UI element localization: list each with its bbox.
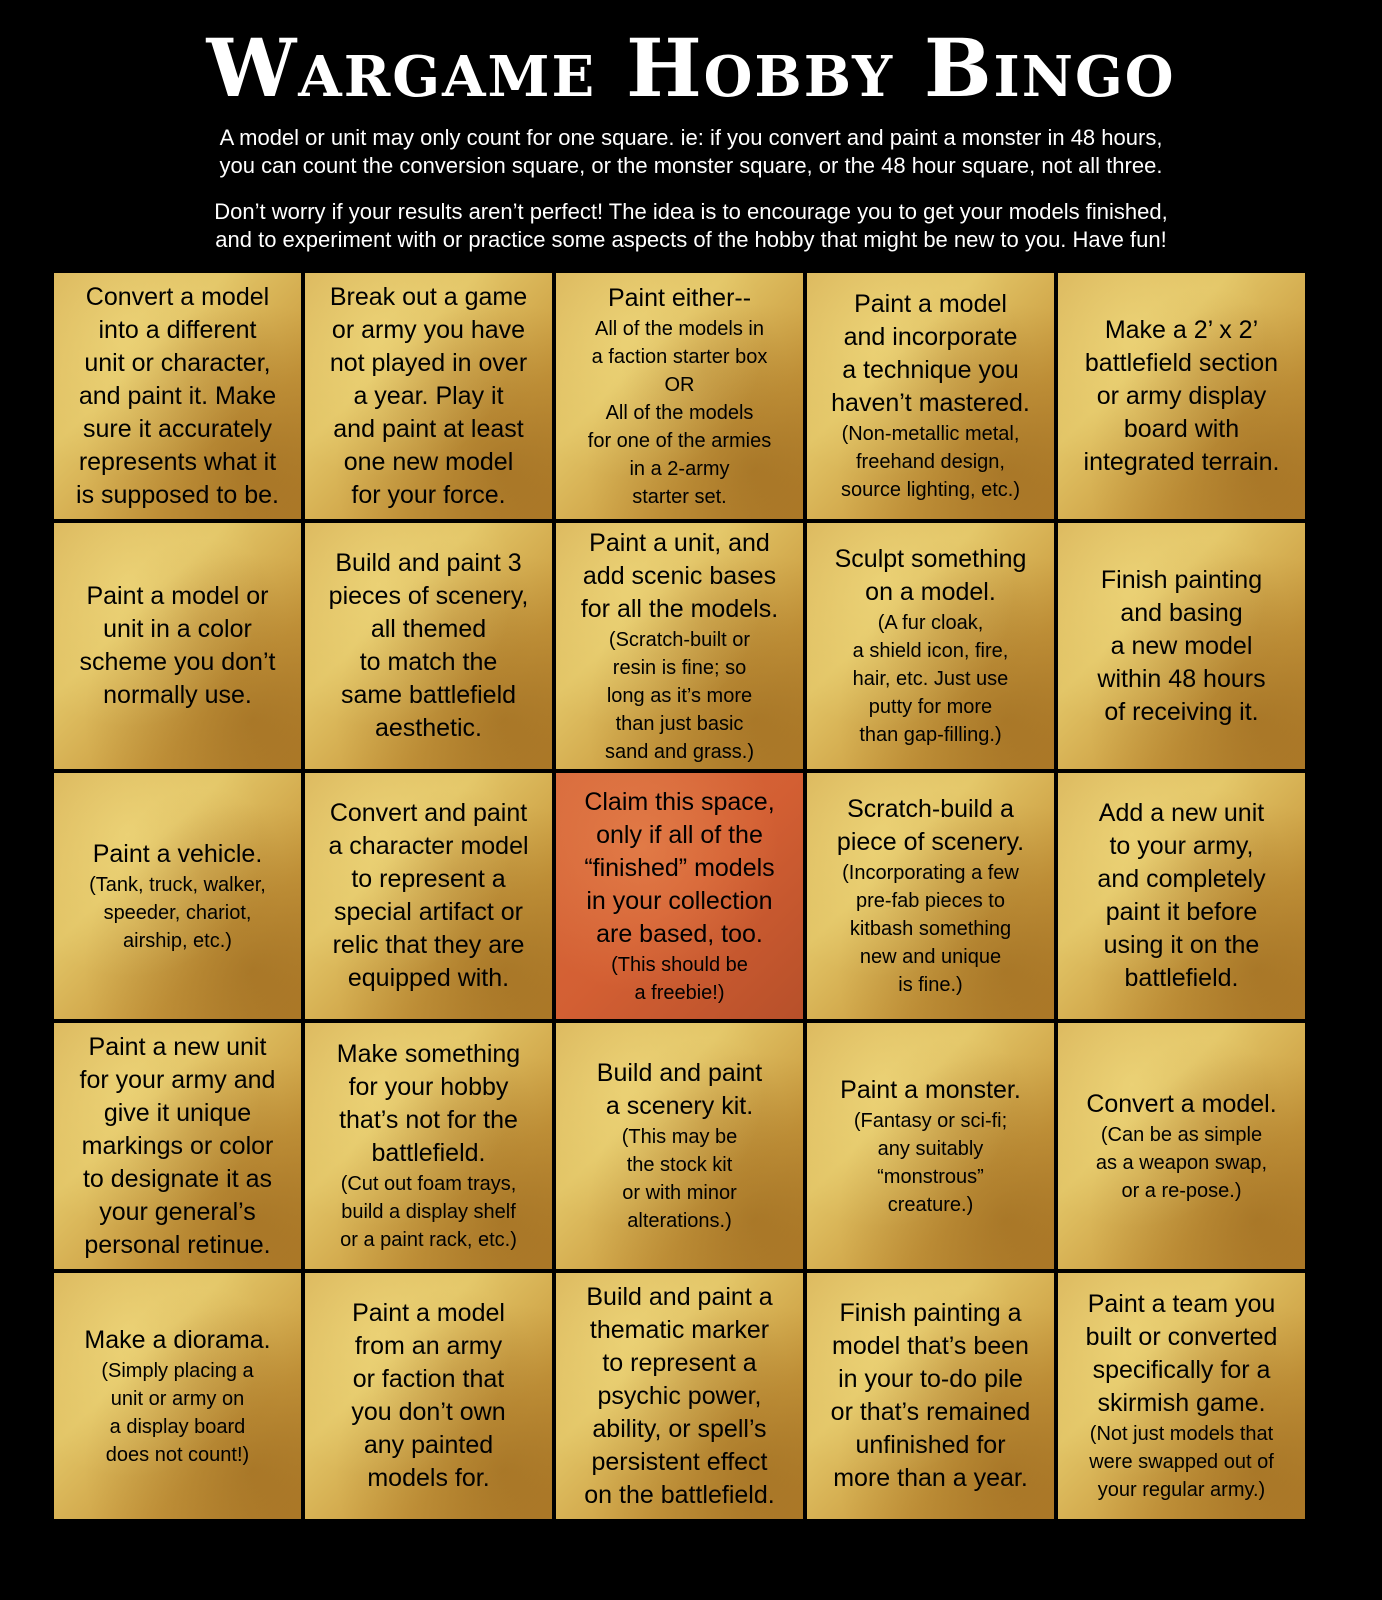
rules-paragraph: A model or unit may only count for one square. ie: if you convert and paint a monster in 48 hours, you can count the conversion square, or the monster square, or the 48 hour square, not all three. xyxy=(219,125,1163,178)
bingo-square[interactable] xyxy=(305,773,552,1019)
bingo-square[interactable] xyxy=(556,273,803,519)
bingo-square[interactable] xyxy=(1058,773,1305,1019)
bingo-square[interactable] xyxy=(54,273,301,519)
bingo-square[interactable] xyxy=(305,523,552,769)
square-task-text: Build and paint 3 pieces of scenery, all themed to match the same battlefield aesthetic. xyxy=(328,549,529,742)
square-task-text: Finish painting and basing a new model within 48 hours of receiving it. xyxy=(1097,565,1266,726)
square-note-text: (Non-metallic metal, freehand design, source lighting, etc.) xyxy=(841,423,1020,501)
bingo-square-free-space[interactable] xyxy=(556,773,803,1019)
square-note-text: (Fantasy or sci-fi; any suitably “monstrous” creature.) xyxy=(853,1109,1008,1216)
square-note-text: (A fur cloak, a shield icon, fire, hair, etc. Just use putty for more than gap-filling.) xyxy=(852,612,1009,746)
bingo-square[interactable] xyxy=(807,773,1054,1019)
square-task-text: Paint a monster. xyxy=(840,1075,1021,1104)
square-task-text: Paint a new unit for your army and give it unique markings or color to designate it as your general’s personal retinue. xyxy=(79,1032,276,1259)
square-task-text: Paint a model and incorporate a technique you haven’t mastered. xyxy=(831,290,1030,417)
square-task-text: Make a 2’ x 2’ battlefield section or army display board with integrated terrain. xyxy=(1083,315,1280,476)
bingo-square[interactable] xyxy=(305,273,552,519)
square-note-text: (This may be the stock kit or with minor alterations.) xyxy=(621,1126,738,1232)
bingo-square[interactable] xyxy=(54,1023,301,1269)
bingo-square[interactable] xyxy=(54,1273,301,1519)
square-task-text: Finish painting a model that’s been in your to-do pile or that’s remained unfinished for more than a year. xyxy=(830,1299,1031,1492)
page-title: Wargame Hobby Bingo xyxy=(206,21,1176,115)
bingo-square[interactable] xyxy=(54,523,301,769)
square-task-text: Make a diorama. xyxy=(84,1325,271,1354)
square-task-text: Paint a vehicle. xyxy=(92,839,263,868)
square-task-text: Sculpt something on a model. xyxy=(834,545,1027,606)
bingo-square[interactable] xyxy=(1058,273,1305,519)
square-task-text: Convert a model. xyxy=(1086,1089,1277,1118)
square-note-text: (Cut out foam trays, build a display shelf or a paint rack, etc.) xyxy=(340,1173,517,1251)
bingo-square[interactable] xyxy=(807,523,1054,769)
square-note-text: (Can be as simple as a weapon swap, or a re-pose.) xyxy=(1095,1123,1268,1202)
square-task-text: Paint a model from an army or faction that you don’t own any painted models for. xyxy=(351,1299,506,1492)
bingo-square[interactable] xyxy=(556,523,803,769)
square-task-text: Paint a unit, and add scenic bases for all the models. xyxy=(580,528,779,623)
square-note-text: All of the models in a faction starter box OR All of the models for one of the armies in a 2-army starter set. xyxy=(587,317,772,508)
bingo-square[interactable] xyxy=(556,1273,803,1519)
square-task-text: Break out a game or army you have not played in over a year. Play it and paint at least one new model for your force. xyxy=(329,282,528,509)
bingo-square[interactable] xyxy=(807,1273,1054,1519)
square-task-text: Claim this space, only if all of the “finished” models in your collection are based, too. xyxy=(584,787,775,948)
encouragement-paragraph: Don’t worry if your results aren’t perfect! The idea is to encourage you to get your models finished, and to experiment with or practice some aspects of the hobby that might be new to you. Have fun! xyxy=(214,199,1168,252)
bingo-square[interactable] xyxy=(1058,523,1305,769)
square-task-text: Convert a model into a different unit or character, and paint it. Make sure it accurately represents what it is supposed to be. xyxy=(76,282,279,509)
square-note-text: (Incorporating a few pre-fab pieces to kitbash something new and unique is fine.) xyxy=(842,862,1019,996)
square-task-text: Build and paint a scenery kit. xyxy=(596,1059,763,1120)
bingo-square[interactable] xyxy=(807,273,1054,519)
bingo-square[interactable] xyxy=(556,1023,803,1269)
square-task-text: Paint either-- xyxy=(607,283,752,312)
square-note-text: (Scratch-built or resin is fine; so long as it’s more than just basic sand and grass.) xyxy=(605,628,754,763)
bingo-grid xyxy=(54,273,1324,1539)
square-task-text: Convert and paint a character model to represent a special artifact or relic that they are equipped with. xyxy=(328,799,529,992)
bingo-square[interactable] xyxy=(1058,1023,1305,1269)
square-note-text: (Simply placing a unit or army on a display board does not count!) xyxy=(101,1359,254,1466)
square-task-text: Scratch-build a piece of scenery. xyxy=(836,795,1025,856)
bingo-square[interactable] xyxy=(305,1273,552,1519)
bingo-square[interactable] xyxy=(305,1023,552,1269)
square-note-text: (Not just models that were swapped out of your regular army.) xyxy=(1089,1423,1274,1501)
bingo-square[interactable] xyxy=(54,773,301,1019)
bingo-square[interactable] xyxy=(807,1023,1054,1269)
square-task-text: Paint a model or unit in a color scheme you don’t normally use. xyxy=(79,582,276,709)
bingo-square[interactable] xyxy=(1058,1273,1305,1519)
square-task-text: Make something for your hobby that’s not for the battlefield. xyxy=(336,1040,521,1167)
square-task-text: Build and paint a thematic marker to represent a psychic power, ability, or spell’s persistent effect on the battlefield. xyxy=(584,1282,775,1509)
square-task-text: Add a new unit to your army, and completely paint it before using it on the battlefield. xyxy=(1097,799,1266,992)
square-task-text: Paint a team you built or converted specifically for a skirmish game. xyxy=(1085,1290,1278,1417)
square-note-text: (Tank, truck, walker, speeder, chariot, airship, etc.) xyxy=(89,873,266,952)
square-note-text: (This should be a freebie!) xyxy=(611,953,748,1004)
